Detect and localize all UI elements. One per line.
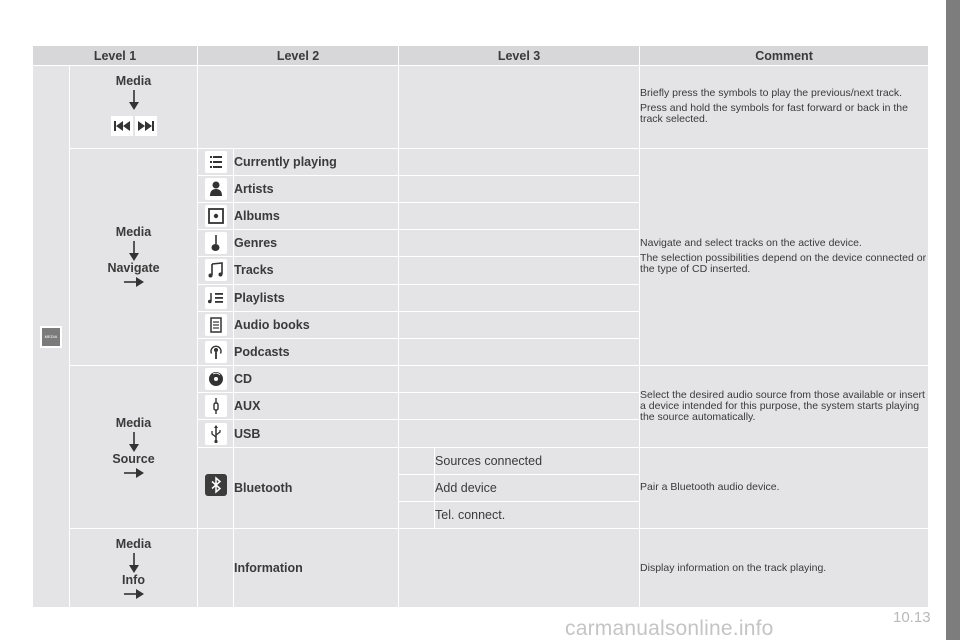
header-level-1: Level 1: [33, 46, 198, 66]
list-icon: [205, 151, 227, 173]
icon-cell: [198, 420, 234, 447]
bluetooth-sources-connected: Sources connected: [435, 447, 640, 474]
bluetooth-icon: [205, 474, 227, 496]
level2-empty: [198, 66, 399, 149]
level3-empty: [399, 284, 640, 311]
level1-media-prev-next: [70, 66, 198, 149]
level1-media-info: [70, 529, 198, 608]
level1-media-cell: [33, 66, 70, 608]
icon-cell: [198, 148, 234, 175]
level3-spacer: [399, 447, 435, 474]
header-level-2: Level 2: [198, 46, 399, 66]
level3-empty: [399, 338, 640, 365]
watermark: carmanualsonline.info: [565, 617, 774, 640]
arrow-down-icon: [128, 553, 140, 573]
person-icon: [205, 178, 227, 200]
level3-empty: [399, 311, 640, 338]
icon-cell-empty: [198, 529, 234, 608]
level3-empty: [399, 175, 640, 202]
comment-line: Briefly press the symbols to play the previous/next track.: [640, 87, 903, 100]
info-item-information: Information: [234, 529, 399, 608]
comment-line: Navigate and select tracks on the active device.: [640, 237, 862, 250]
level3-empty: [399, 366, 640, 393]
arrow-down-icon: [128, 90, 140, 110]
info-label: Info: [122, 572, 145, 587]
source-item-bluetooth: Bluetooth: [234, 447, 399, 529]
row-media: [33, 66, 929, 149]
header-comment: Comment: [640, 46, 929, 66]
comment-line: The selection possibilities depend on the device connected or the type of CD inserted.: [640, 252, 927, 276]
table-row: [33, 148, 929, 175]
menu-table: [32, 45, 929, 608]
arrow-right-icon: [124, 276, 144, 288]
comment-info: Display information on the track playing.: [640, 529, 929, 608]
icon-cell: [198, 284, 234, 311]
media-label: Media: [115, 73, 152, 88]
navigate-label: Navigate: [107, 261, 160, 276]
next-track-icon: [135, 116, 157, 136]
source-item-cd: CD: [234, 366, 399, 393]
media-label: Media: [115, 536, 152, 551]
usb-icon: [205, 423, 227, 445]
level3-empty: [399, 393, 640, 420]
arrow-right-icon: [124, 588, 144, 600]
icon-cell: [198, 366, 234, 393]
icon-cell: [198, 393, 234, 420]
header-level-3: Level 3: [399, 46, 640, 66]
comment-media: [640, 66, 929, 149]
level3-empty: [399, 202, 640, 229]
table-row: [33, 529, 929, 608]
arrow-right-icon: [124, 467, 144, 479]
arrow-down-icon: [128, 432, 140, 452]
album-icon: [205, 205, 227, 227]
aux-icon: [205, 395, 227, 417]
level3-empty: [399, 420, 640, 447]
media-label: Media: [115, 415, 152, 430]
icon-cell: [198, 230, 234, 257]
nav-item-audio-books: Audio books: [234, 311, 399, 338]
icon-cell: [198, 311, 234, 338]
icon-cell: [198, 257, 234, 284]
level3-empty: [399, 257, 640, 284]
comment-line: Select the desired audio source from those available or insert a device intended for this purpose, the system starts playing the source automatically.: [640, 388, 925, 423]
playlist-icon: [205, 287, 227, 309]
level3-empty: [399, 66, 640, 149]
media-icon-label: MEDIA: [44, 334, 58, 339]
podcast-icon: [205, 341, 227, 363]
guitar-icon: [205, 232, 227, 254]
nav-item-playlists: Playlists: [234, 284, 399, 311]
icon-cell: [198, 202, 234, 229]
previous-track-icon: [111, 116, 133, 136]
nav-item-albums: Albums: [234, 202, 399, 229]
table-row: [33, 366, 929, 393]
note-icon: [205, 259, 227, 281]
source-item-aux: AUX: [234, 393, 399, 420]
level3-empty: [399, 230, 640, 257]
level1-media-navigate: [70, 148, 198, 366]
nav-item-podcasts: Podcasts: [234, 338, 399, 365]
comment-bluetooth: Pair a Bluetooth audio device.: [640, 447, 929, 529]
nav-item-currently-playing: Currently playing: [234, 148, 399, 175]
media-icon: [40, 326, 62, 348]
header-row: [33, 46, 929, 66]
level1-media-source: [70, 366, 198, 529]
source-item-usb: USB: [234, 420, 399, 447]
media-label: Media: [115, 225, 152, 240]
comment-navigate: [640, 148, 929, 366]
source-label: Source: [112, 451, 155, 466]
bluetooth-add-device: Add device: [435, 474, 640, 501]
audiobook-icon: [205, 314, 227, 336]
icon-cell: [198, 447, 234, 529]
comment-line: Press and hold the symbols for fast forward or back in the track selected.: [640, 102, 908, 126]
nav-item-tracks: Tracks: [234, 257, 399, 284]
side-tab: [946, 0, 960, 640]
nav-item-artists: Artists: [234, 175, 399, 202]
level3-spacer: [399, 474, 435, 501]
arrow-down-icon: [128, 241, 140, 261]
comment-source: [640, 366, 929, 448]
page-number: 10.13: [893, 609, 931, 626]
nav-item-genres: Genres: [234, 230, 399, 257]
level3-empty: [399, 148, 640, 175]
level3-spacer: [399, 502, 435, 529]
icon-cell: [198, 175, 234, 202]
cd-icon: [205, 368, 227, 390]
bluetooth-tel-connect: Tel. connect.: [435, 502, 640, 529]
icon-cell: [198, 338, 234, 365]
level3-empty: [399, 529, 640, 608]
